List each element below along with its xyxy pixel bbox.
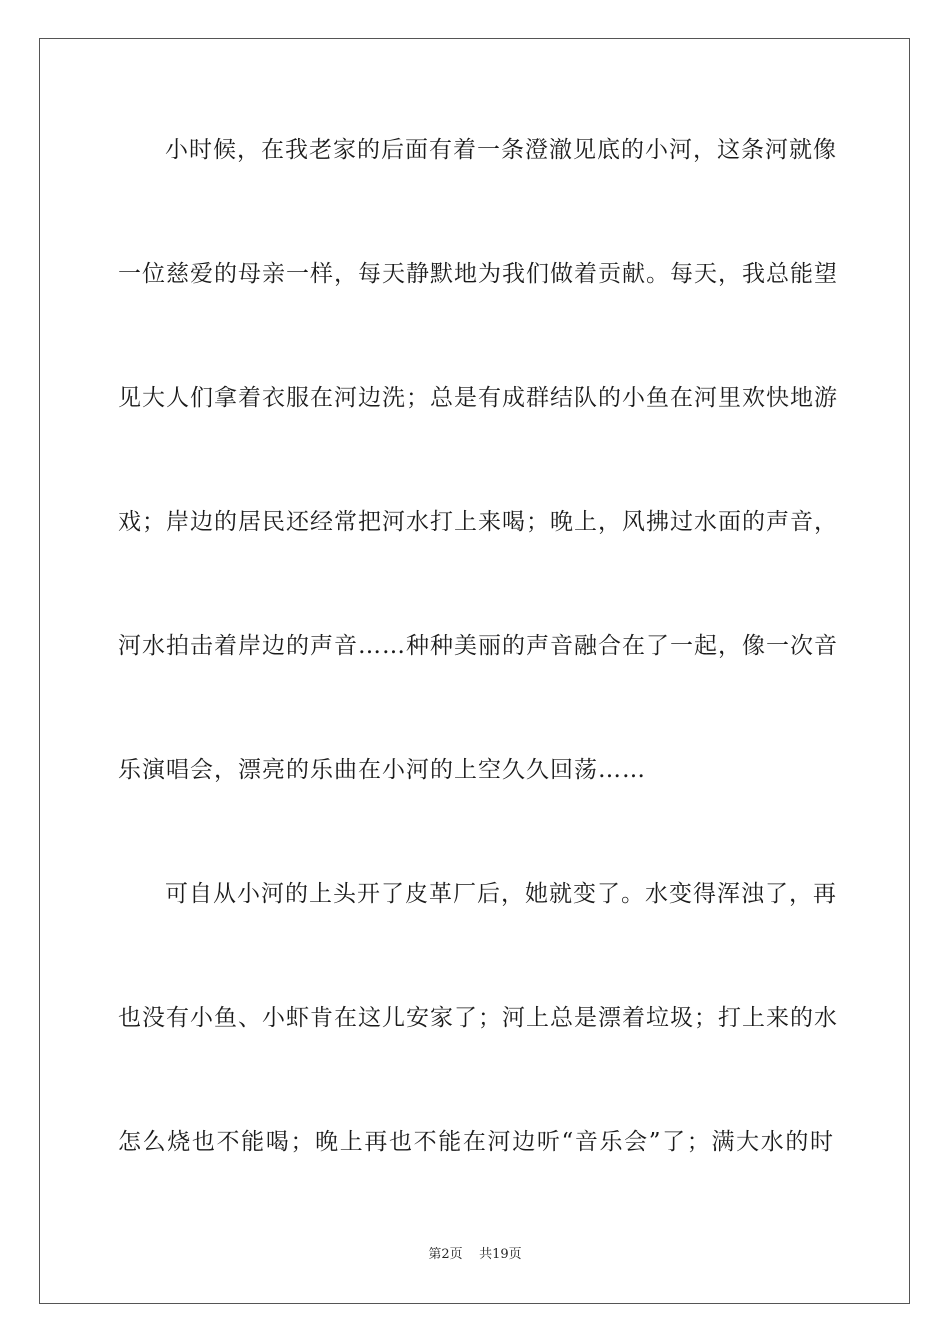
page-border [39, 38, 910, 1304]
page-number: 第2页 [428, 1247, 463, 1262]
text-line: 可自从小河的上头开了皮革厂后，她就变了。水变得浑浊了，再 [165, 881, 837, 907]
text-line: 乐演唱会，漂亮的乐曲在小河的上空久久回荡…… [118, 757, 646, 783]
text-line: 一位慈爱的母亲一样，每天静默地为我们做着贡献。每天，我总能望 [118, 261, 838, 287]
text-line: 也没有小鱼、小虾肯在这儿安家了；河上总是漂着垃圾；打上来的水 [118, 1005, 838, 1031]
text-line: 小时候，在我老家的后面有着一条澄澈见底的小河，这条河就像 [165, 137, 837, 163]
page-footer [0, 1246, 950, 1264]
text-line: 怎么烧也不能喝；晚上再也不能在河边听“音乐会”了；满大水的时 [118, 1129, 834, 1155]
text-line: 戏；岸边的居民还经常把河水打上来喝；晚上，风拂过水面的声音， [118, 509, 838, 535]
text-line: 见大人们拿着衣服在河边洗；总是有成群结队的小鱼在河里欢快地游 [118, 385, 838, 411]
text-line: 河水拍击着岸边的声音……种种美丽的声音融合在了一起，像一次音 [118, 633, 838, 659]
page-total: 共19页 [479, 1247, 522, 1262]
